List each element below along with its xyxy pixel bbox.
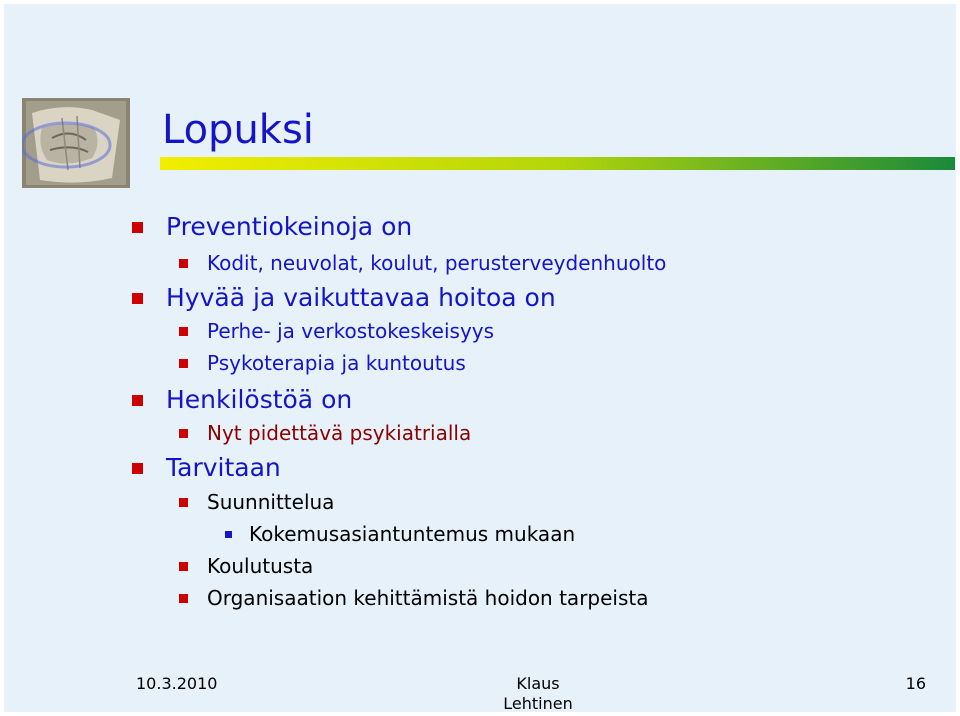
- bullet-text: Nyt pidettävä psykiatrialla: [207, 421, 472, 445]
- bullet-text: Organisaation kehittämistä hoidon tarpeista: [207, 586, 649, 610]
- footer-date: 10.3.2010: [136, 674, 218, 693]
- bullet-text: Perhe- ja verkostokeskeisyys: [207, 319, 495, 343]
- bullet-item: [166, 385, 352, 415]
- bullet-text: Psykoterapia ja kuntoutus: [207, 351, 466, 375]
- bullet-text: Suunnittelua: [207, 490, 335, 514]
- bullet-marker: [225, 531, 232, 538]
- footer-page-number: 16: [905, 674, 926, 693]
- bullet-item: [249, 521, 575, 547]
- footer-author: Klaus Lehtinen: [503, 674, 573, 713]
- bullet-text: Tarvitaan: [166, 453, 281, 482]
- bullet-text: Kokemusasiantuntemus mukaan: [249, 522, 576, 546]
- bullet-text: Kodit, neuvolat, koulut, perusterveydenhuolto: [207, 251, 667, 275]
- bullet-marker: [179, 429, 188, 438]
- bullet-marker: [132, 395, 143, 406]
- bullet-text: Koulutusta: [207, 554, 314, 578]
- bullet-item: [207, 489, 334, 515]
- bullet-item: [207, 553, 313, 579]
- bullet-item: [207, 585, 648, 611]
- bullet-item: [166, 212, 412, 242]
- bullet-item: [166, 453, 281, 483]
- bullet-text: Henkilöstöä on: [166, 385, 353, 414]
- bullet-marker: [179, 498, 188, 507]
- bullet-marker: [179, 359, 188, 368]
- bullet-marker: [179, 594, 188, 603]
- bullet-marker: [132, 293, 143, 304]
- bullet-item: [207, 420, 471, 446]
- bullet-item: [166, 283, 556, 313]
- bullet-marker: [132, 222, 143, 233]
- bullet-marker: [179, 327, 188, 336]
- bullet-text: Hyvää ja vaikuttavaa hoitoa on: [166, 283, 556, 312]
- bullet-marker: [179, 562, 188, 571]
- bullet-marker: [179, 259, 188, 268]
- bullet-text: Preventiokeinoja on: [166, 212, 413, 241]
- bullet-item: [207, 350, 466, 376]
- bullet-marker: [132, 463, 143, 474]
- bullet-item: [207, 318, 494, 344]
- bullet-item: [207, 250, 666, 276]
- slide-title: Lopuksi: [162, 107, 314, 153]
